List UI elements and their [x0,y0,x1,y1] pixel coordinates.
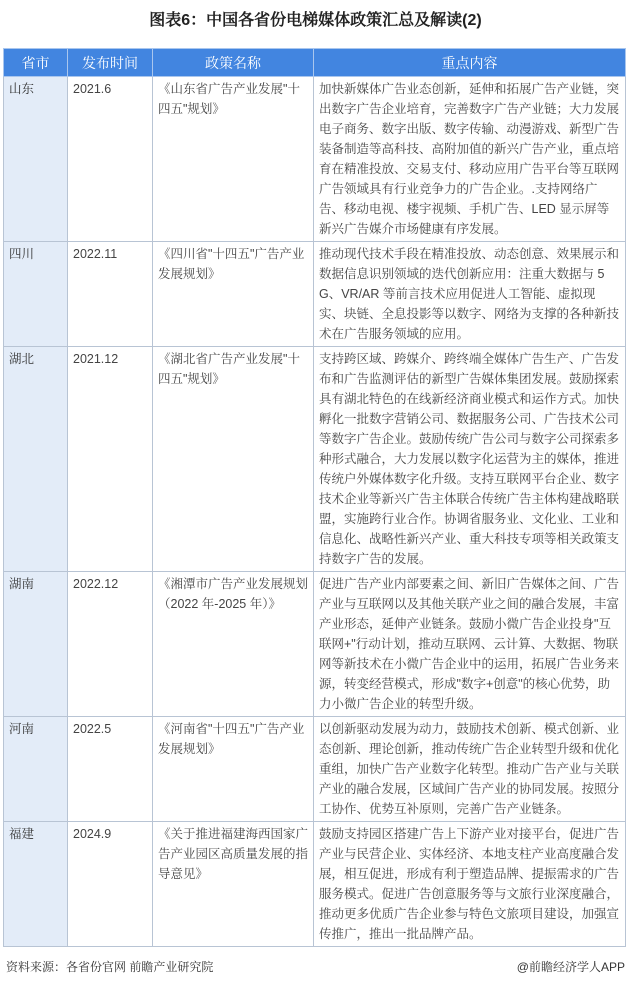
table-body [4,77,626,947]
page-title: 图表6：中国各省份电梯媒体政策汇总及解读(2) [149,12,482,29]
province-cell: 福建 [4,822,68,947]
policy-name-cell: 《山东省广告产业发展"十四五"规划》 [153,77,314,242]
table-row [4,822,626,947]
policy-name-cell: 《湖北省广告产业发展"十四五"规划》 [153,347,314,572]
date-cell: 2022.11 [68,242,153,347]
content-cell: 推动现代技术手段在精准投放、动态创意、效果展示和数据信息识别领域的迭代创新应用：注重大数据与 5G、VR/AR 等前言技术应用促进人工智能、虚拟现实、块链、全息投影等以数字、网络为支撑的各种新技术在广告服务领域的应用。 [314,242,626,347]
header-content: 重点内容 [314,49,626,77]
policy-name-cell: 《四川省"十四五"广告产业发展规划》 [153,242,314,347]
brand-note: @前瞻经济学人APP [516,960,625,974]
policy-name-cell: 《湘潭市广告产业发展规划（2022 年-2025 年）》 [153,572,314,717]
policy-name-cell: 《河南省"十四五"广告产业发展规划》 [153,717,314,822]
province-cell: 湖南 [4,572,68,717]
source-note: 资料来源：各省份官网 前瞻产业研究院 [6,960,214,974]
policy-name-cell: 《关于推进福建海西国家广告产业园区高质量发展的指导意见》 [153,822,314,947]
date-cell: 2024.9 [68,822,153,947]
table-row [4,77,626,242]
province-cell: 四川 [4,242,68,347]
footer [6,959,625,975]
table-row [4,242,626,347]
date-cell: 2022.5 [68,717,153,822]
header-date: 发布时间 [68,49,153,77]
date-cell: 2021.12 [68,347,153,572]
policy-table [3,48,626,947]
content-cell: 以创新驱动发展为动力，鼓励技术创新、模式创新、业态创新、理论创新，推动传统广告企业转型升级和优化重组，加快广告产业数字化转型。推动广告产业与关联产业的融合发展，区域间广告产业的协同发展。按照分工协作、优势互补原则，完善广告产业链条。 [314,717,626,822]
table-row [4,347,626,572]
content-cell: 促进广告产业内部要素之间、新旧广告媒体之间、广告产业与互联网以及其他关联产业之间的融合发展，丰富产业形态，延伸产业链条。鼓励小微广告企业投身"互联网+"行动计划，推动互联网、云计算、大数据、物联网等新技术在小微广告企业中的运用，拓展广告业务来源，转变经营模式，形成"数字+创意"的核心优势，助力小微广告企业的转型升级。 [314,572,626,717]
table-row [4,717,626,822]
content-cell: 加快新媒体广告业态创新，延伸和拓展广告产业链，突出数字广告企业培育，完善数字广告产业链；大力发展电子商务、数字出版、数字传输、动漫游戏、新型广告装备制造等高科技、高附加值的新兴广告产业，重点培育在精准投放、交易支付、移动应用广告平台等互联网广告领域具有行业竞争力的广告企业。.支持网络广告、移动电视、楼宇视频、手机广告、LED 显示屏等新兴广告媒介市场健康有序发展。 [314,77,626,242]
content-cell: 支持跨区域、跨媒介、跨终端全媒体广告生产、广告发布和广告监测评估的新型广告媒体集团发展。鼓励探索具有湖北特色的在线新经济商业模式和运作方式。加快孵化一批数字营销公司、数据服务公司、广告技术公司等数字广告企业。鼓励传统广告公司与数字公司探索多种形式融合，大力发展以数字化运营为主的媒体，推进传统户外媒体数字化升级。支持互联网平台企业、数字技术企业等新兴广告主体联合传统广告主体构建战略联盟，实施跨行业合作。协调省服务业、文化业、工业和信息化、战略性新兴产业、重大科技专项等相关政策支持数字广告的发展。 [314,347,626,572]
table-row [4,572,626,717]
province-cell: 湖北 [4,347,68,572]
province-cell: 山东 [4,77,68,242]
date-cell: 2022.12 [68,572,153,717]
date-cell: 2021.6 [68,77,153,242]
province-cell: 河南 [4,717,68,822]
header-policy: 政策名称 [153,49,314,77]
header-province: 省市 [4,49,68,77]
table-header-row [4,49,626,77]
content-cell: 鼓励支持园区搭建广告上下游产业对接平台，促进广告产业与民营企业、实体经济、本地支柱产业高度融合发展，相互促进，形成有利于塑造品牌、提振需求的广告服务模式。促进广告创意服务等与文旅行业深度融合，推动更多优质广告企业参与特色文旅项目建设，加强宣传推广，推出一批品牌产品。 [314,822,626,947]
